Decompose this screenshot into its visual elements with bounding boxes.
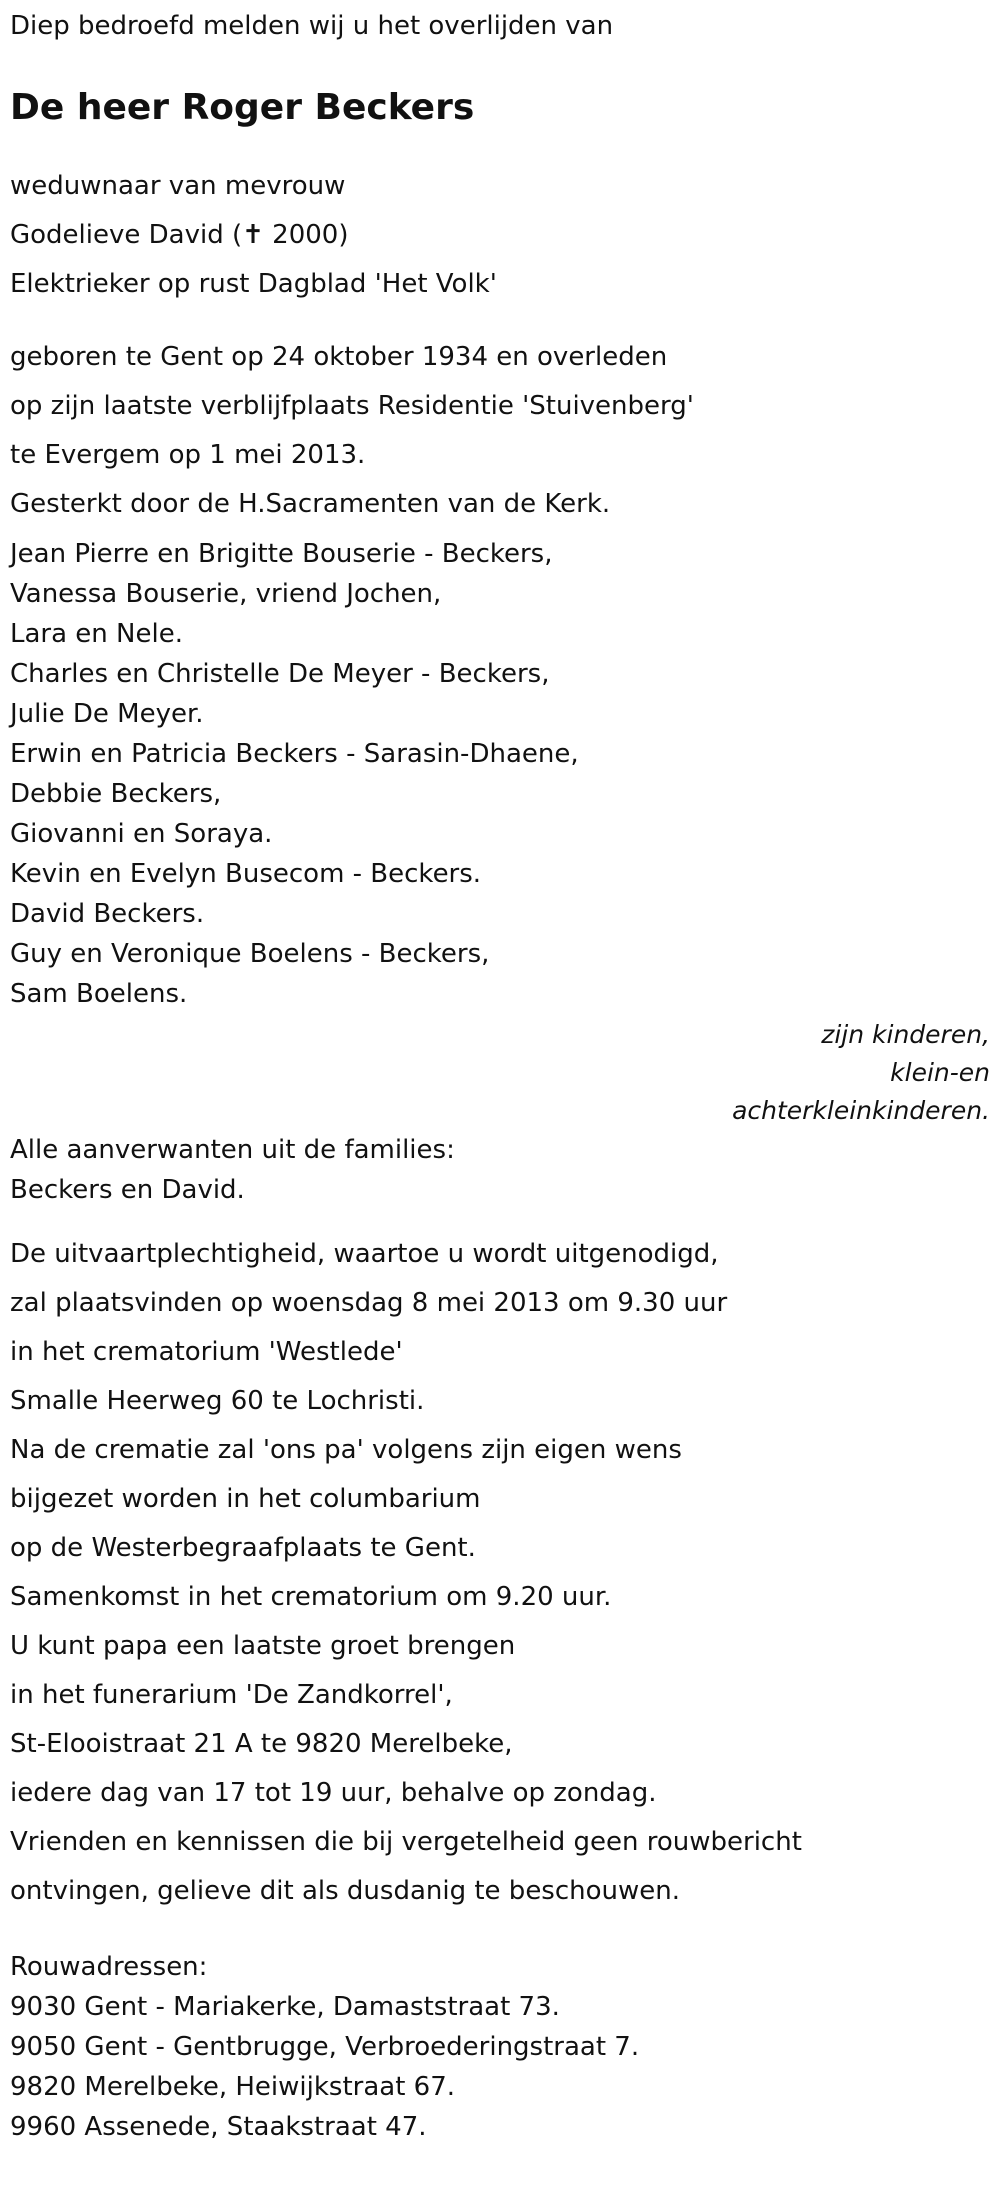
spouse-block xyxy=(10,170,990,300)
family-line: David Beckers. xyxy=(10,899,205,929)
family-line: Jean Pierre en Brigitte Bouserie - Beckers, xyxy=(10,539,553,569)
family-line: Guy en Veronique Boelens - Beckers, xyxy=(10,939,490,969)
life-block xyxy=(10,341,990,520)
intro-text: Diep bedroefd melden wij u het overlijden van xyxy=(10,11,614,41)
funeral-line: De uitvaartplechtigheid, waartoe u wordt uitgenodigd, xyxy=(10,1239,719,1269)
family-line: Charles en Christelle De Meyer - Beckers, xyxy=(10,659,550,689)
family-line: Erwin en Patricia Beckers - Sarasin-Dhaene, xyxy=(10,739,579,769)
occupation-line: Elektrieker op rust Dagblad 'Het Volk' xyxy=(10,269,497,299)
signature-block xyxy=(10,1016,990,1130)
funeral-line: ontvingen, gelieve dit als dusdanig te beschouwen. xyxy=(10,1876,681,1906)
funeral-line: zal plaatsvinden op woensdag 8 mei 2013 om 9.30 uur xyxy=(10,1288,728,1318)
family-line: Sam Boelens. xyxy=(10,979,188,1009)
relatives-block xyxy=(10,1130,990,1210)
addresses-title: Rouwadressen: xyxy=(10,1952,208,1982)
address-line: 9820 Merelbeke, Heiwijkstraat 67. xyxy=(10,2072,455,2102)
funeral-line: U kunt papa een laatste groet brengen xyxy=(10,1631,516,1661)
family-line: Kevin en Evelyn Busecom - Beckers. xyxy=(10,859,482,889)
family-line: Giovanni en Soraya. xyxy=(10,819,273,849)
funeral-line: Samenkomst in het crematorium om 9.20 uur. xyxy=(10,1582,612,1612)
signature-line: achterkleinkinderen. xyxy=(732,1096,990,1125)
life-line: te Evergem op 1 mei 2013. xyxy=(10,440,366,470)
spouse-line: weduwnaar van mevrouw xyxy=(10,171,346,201)
address-line: 9050 Gent - Gentbrugge, Verbroederingstraat 7. xyxy=(10,2032,640,2062)
address-line: 9960 Assenede, Staakstraat 47. xyxy=(10,2112,427,2142)
funeral-block xyxy=(10,1238,990,1907)
funeral-line: bijgezet worden in het columbarium xyxy=(10,1484,481,1514)
relatives-line: Alle aanverwanten uit de families: xyxy=(10,1135,455,1165)
funeral-line: iedere dag van 17 tot 19 uur, behalve op zondag. xyxy=(10,1778,657,1808)
life-line: op zijn laatste verblijfplaats Residentie 'Stuivenberg' xyxy=(10,391,694,421)
family-line: Julie De Meyer. xyxy=(10,699,204,729)
deceased-name: De heer Roger Beckers xyxy=(10,87,475,128)
relatives-line: Beckers en David. xyxy=(10,1175,245,1205)
funeral-line: Na de crematie zal 'ons pa' volgens zijn eigen wens xyxy=(10,1435,682,1465)
funeral-line: op de Westerbegraafplaats te Gent. xyxy=(10,1533,476,1563)
funeral-line: in het funerarium 'De Zandkorrel', xyxy=(10,1680,453,1710)
family-line: Debbie Beckers, xyxy=(10,779,222,809)
funeral-line: Smalle Heerweg 60 te Lochristi. xyxy=(10,1386,425,1416)
life-line: Gesterkt door de H.Sacramenten van de Kerk. xyxy=(10,489,611,519)
family-line: Lara en Nele. xyxy=(10,619,183,649)
funeral-line: St-Elooistraat 21 A te 9820 Merelbeke, xyxy=(10,1729,513,1759)
funeral-line: in het crematorium 'Westlede' xyxy=(10,1337,403,1367)
life-line: geboren te Gent op 24 oktober 1934 en overleden xyxy=(10,342,668,372)
funeral-line: Vrienden en kennissen die bij vergetelheid geen rouwbericht xyxy=(10,1827,802,1857)
address-line: 9030 Gent - Mariakerke, Damaststraat 73. xyxy=(10,1992,560,2022)
addresses-block xyxy=(10,1947,990,2147)
spouse-line: Godelieve David (✝ 2000) xyxy=(10,220,349,250)
family-line: Vanessa Bouserie, vriend Jochen, xyxy=(10,579,442,609)
signature-line: zijn kinderen, xyxy=(821,1020,990,1049)
family-block xyxy=(10,534,990,1014)
signature-line: klein-en xyxy=(890,1058,990,1087)
